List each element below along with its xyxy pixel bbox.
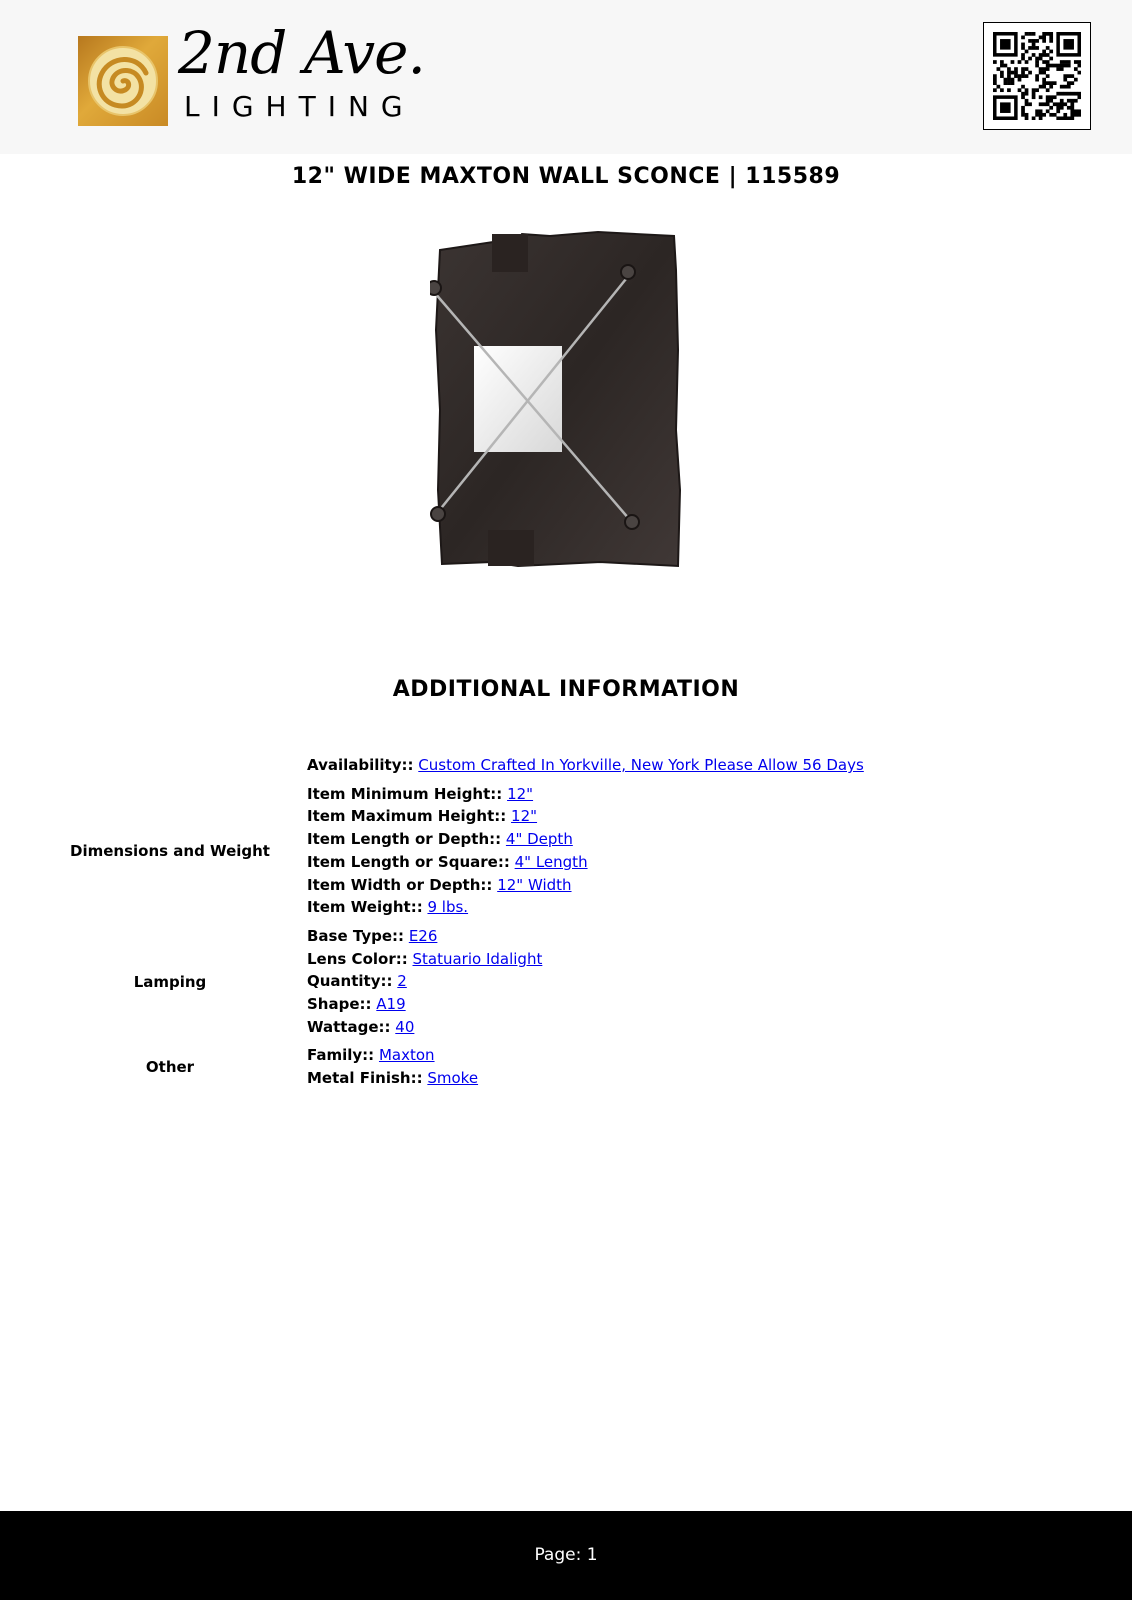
spec-label: Wattage:: [307, 1017, 391, 1036]
page-footer [0, 1511, 1132, 1600]
spec-row [307, 783, 588, 806]
qr-code-icon[interactable] [983, 22, 1091, 130]
spec-value-link[interactable]: E26 [408, 926, 438, 945]
page-number: Page: 1 [534, 1545, 598, 1565]
spec-label: Metal Finish:: [307, 1069, 423, 1088]
dimensions-weight-group [55, 783, 1055, 919]
other-group [55, 1044, 1055, 1089]
group-label-dimensions-weight: Dimensions and Weight [70, 841, 270, 860]
spec-row [307, 948, 542, 971]
spec-row [307, 828, 588, 851]
spec-label: Item Width or Depth:: [307, 875, 493, 894]
spec-row [307, 925, 542, 948]
spec-row-availability [307, 754, 864, 777]
spec-value-link[interactable]: 12" [507, 784, 534, 803]
group-label-lamping: Lamping [133, 972, 207, 991]
logo-word-text: LIGHTING [184, 90, 415, 123]
spec-row [307, 1044, 478, 1067]
spec-label: Base Type:: [307, 926, 405, 945]
additional-information-heading: ADDITIONAL INFORMATION [392, 677, 740, 702]
logo-script-text: 2nd Ave. [178, 19, 425, 87]
spec-value-link[interactable]: Statuario Idalight [412, 949, 543, 968]
group-label-other: Other [145, 1058, 195, 1077]
spec-label: Quantity:: [307, 972, 393, 991]
spec-label: Item Weight:: [307, 898, 423, 917]
spec-value-link[interactable]: Smoke [427, 1069, 479, 1088]
spec-value-link[interactable]: A19 [376, 995, 406, 1014]
spec-label: Item Length or Square:: [307, 852, 510, 871]
spec-label: Item Minimum Height:: [307, 784, 503, 803]
swirl-logo-icon [78, 36, 168, 126]
spec-value-link[interactable]: 2 [397, 972, 407, 991]
spec-label: Availability:: [307, 756, 414, 774]
spec-row [307, 993, 542, 1016]
spec-table [55, 754, 1055, 1096]
spec-value-link[interactable]: 4" Depth [505, 830, 573, 849]
spec-row [307, 970, 542, 993]
spec-value-link[interactable]: 12" Width [497, 875, 572, 894]
spec-row [307, 874, 588, 897]
spec-label: Shape:: [307, 995, 372, 1014]
page-title: 12" WIDE MAXTON WALL SCONCE | 115589 [291, 164, 841, 189]
spec-value-link[interactable]: 9 lbs. [427, 898, 469, 917]
spec-label: Family:: [307, 1046, 375, 1065]
availability-group [55, 754, 1055, 777]
spec-value-link[interactable]: Custom Crafted In Yorkville, New York Please Allow 56 Days [418, 756, 864, 774]
lamping-group [55, 925, 1055, 1039]
spec-label: Lens Color:: [307, 949, 408, 968]
wall-sconce-image [430, 230, 700, 580]
page-header [0, 0, 1132, 154]
spec-row [307, 805, 588, 828]
spec-row [307, 851, 588, 874]
spec-value-link[interactable]: 12" [511, 807, 538, 826]
spec-row [307, 1016, 542, 1039]
spec-row [307, 1067, 478, 1090]
spec-value-link[interactable]: Maxton [378, 1046, 435, 1065]
brand-logo[interactable] [78, 19, 438, 130]
spec-row [307, 896, 588, 919]
spec-value-link[interactable]: 4" Length [514, 852, 588, 871]
spec-value-link[interactable]: 40 [395, 1017, 415, 1036]
spec-label: Item Maximum Height:: [307, 807, 507, 826]
spec-label: Item Length or Depth:: [307, 830, 502, 849]
